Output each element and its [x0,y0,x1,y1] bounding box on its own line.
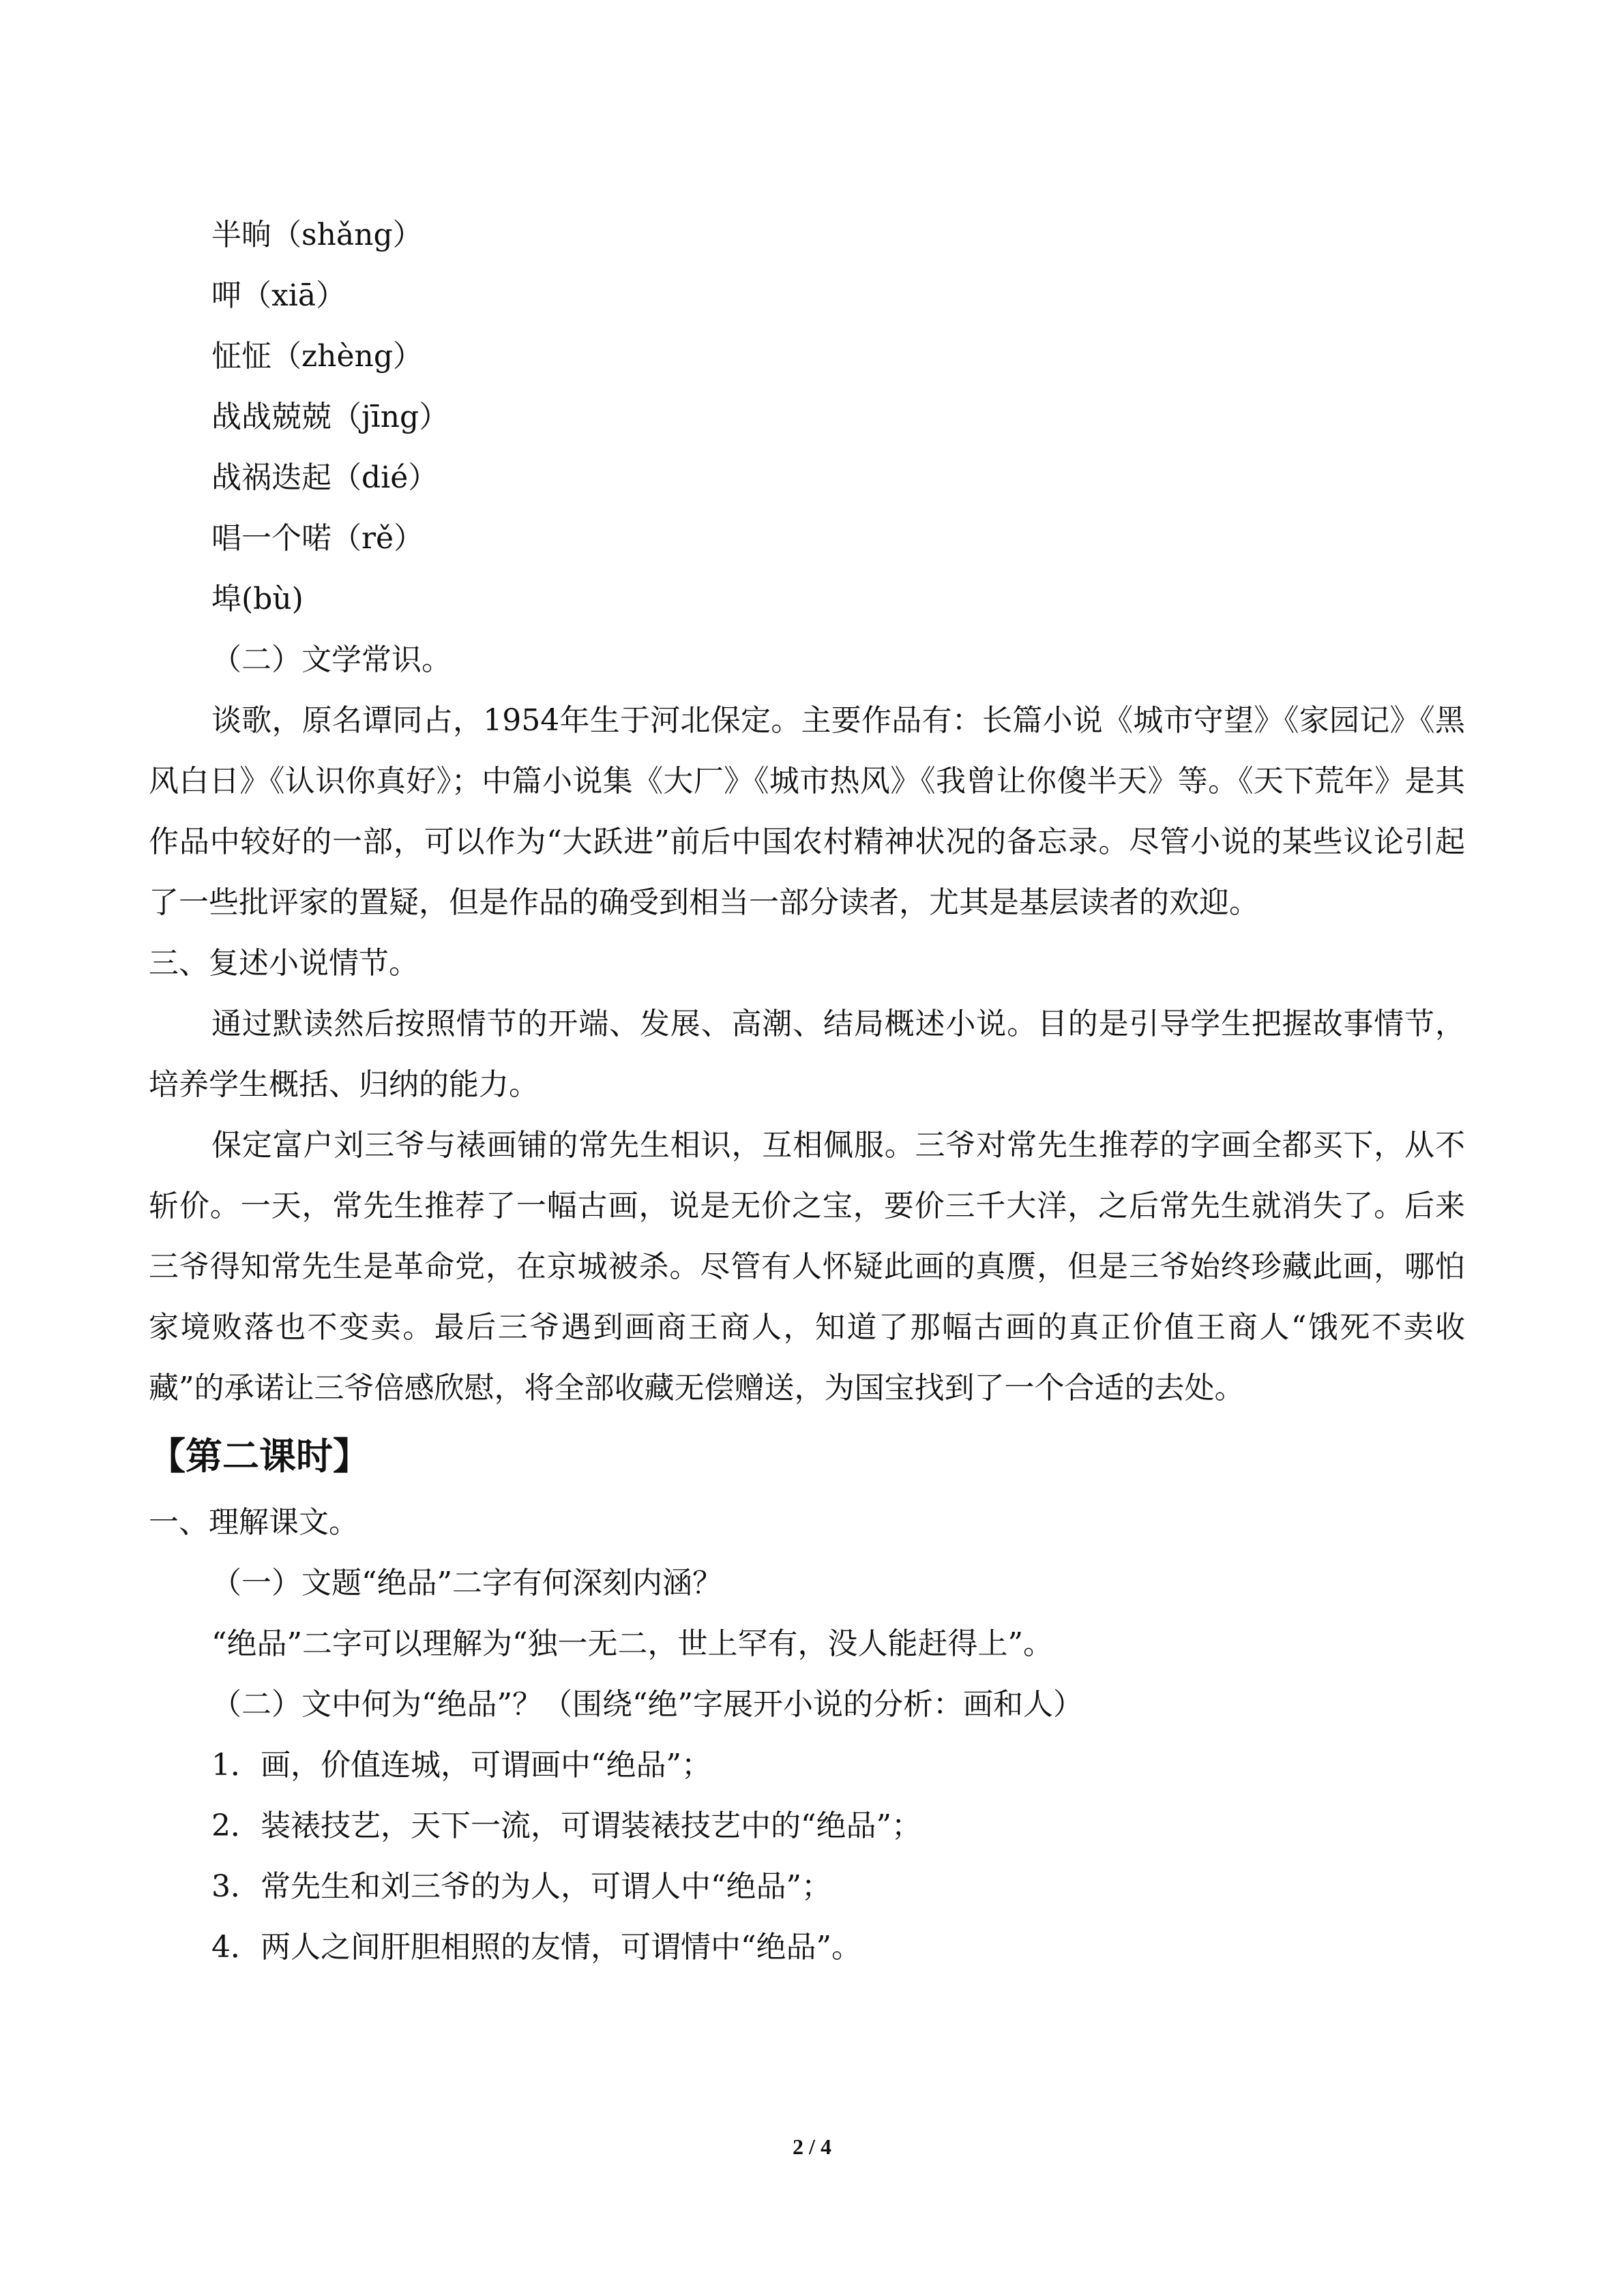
pinyin-item: 半晌（shǎng） [211,218,423,252]
list-item: 2．装裱技艺，天下一流，可谓装裱技艺中的“绝品”； [211,1808,921,1843]
pinyin-item: 唱一个喏（rě） [211,521,424,556]
pinyin-item: 呷（xiā） [211,278,346,313]
retell-method-paragraph: 通过默读然后按照情节的开端、发展、高潮、结局概述小说。目的是引导学生把握故事情节，培养学生概括、归纳的能力。 [149,1007,1465,1102]
plot-summary-paragraph: 保定富户刘三爷与裱画铺的常先生相识，互相佩服。三爷对常先生推荐的字画全都买下，从不斩价。一天，常先生推荐了一幅古画，说是无价之宝，要价三千大洋，之后常先生就消失了。后来三爷得知常先生是革命党，在京城被杀。尽管有人怀疑此画的真赝，但是三爷始终珍藏此画，哪怕家境败落也不变卖。最后三爷遇到画商王商人，知道了那幅古画的真正价值王商人“饿死不卖收藏”的承诺让三爷倍感欣慰，将全部收藏无偿赠送，为国宝找到了一个合适的去处。 [149,1128,1465,1405]
list-item: 3．常先生和刘三爷的为人，可谓人中“绝品”； [211,1869,831,1904]
second-lesson-heading: 【第二课时】 [149,1434,370,1478]
question-2: （二）文中何为“绝品”？（围绕“绝”字展开小说的分析：画和人） [211,1687,1083,1722]
pinyin-item: 怔怔（zhèng） [211,339,424,374]
literary-knowledge-heading: （二）文学常识。 [211,642,452,677]
page-number: 2 / 4 [793,2134,831,2159]
question-2-list [149,1735,1465,1978]
pinyin-list [149,205,1465,629]
pinyin-item: 战战兢兢（jīng） [211,400,449,434]
pinyin-item: 战祸迭起（dié） [211,460,439,495]
question-1-answer: “绝品”二字可以理解为“独一无二，世上罕有，没人能赶得上”。 [211,1626,1053,1661]
understand-text-title: 一、理解课文。 [149,1505,359,1540]
list-item: 4．两人之间肝胆相照的友情，可谓情中“绝品”。 [211,1930,861,1965]
author-paragraph: 谈歌，原名谭同占，1954年生于河北保定。主要作品有：长篇小说《城市守望》《家园记》《黑风白日》《认识你真好》；中篇小说集《大厂》《城市热风》《我曾让你傻半天》等。《天下荒年》是其作品中较好的一部，可以作为“大跃进”前后中国农村精神状况的备忘录。尽管小说的某些议论引起了一些批评家的置疑，但是作品的确受到相当一部分读者，尤其是基层读者的欢迎。 [149,703,1466,920]
list-item: 1．画，价值连城，可谓画中“绝品”； [211,1748,711,1783]
question-1: （一）文题“绝品”二字有何深刻内涵？ [211,1566,722,1600]
retell-plot-title: 三、复述小说情节。 [149,946,419,981]
document-content [149,205,1465,1978]
pinyin-item: 埠(bù) [211,582,304,616]
